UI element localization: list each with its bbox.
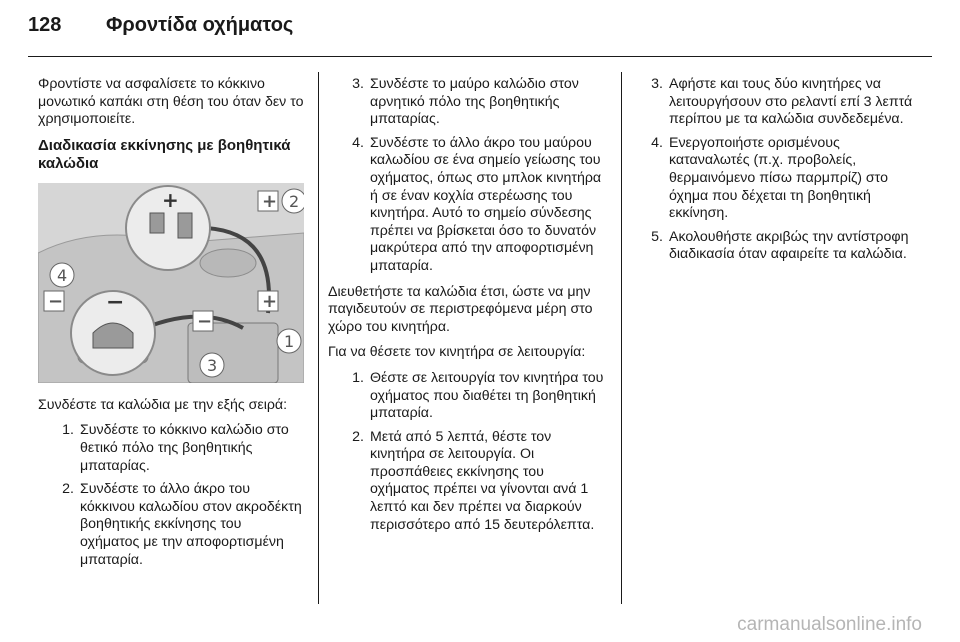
list-item — [328, 76, 606, 129]
label-1: 1 — [284, 331, 295, 351]
column-3 — [637, 76, 915, 272]
step-text: Συνδέστε το μαύρο καλώδιο στον αρνητικό πόλο της βοηθητικής μπαταρίας. — [370, 76, 579, 128]
step-text: Ακολουθήστε ακριβώς την αντίστροφη διαδικασία όταν αφαιρείτε τα καλώδια. — [669, 228, 909, 263]
start-engine-paragraph: Για να θέσετε τον κινητήρα σε λειτουργία: — [328, 344, 586, 361]
finish-steps — [637, 76, 915, 264]
minus-sign-mid: − — [106, 289, 125, 315]
step-text: Συνδέστε το κόκκινο καλώδιο στο θετικό πόλο της βοηθητικής μπαταρίας. — [80, 422, 289, 474]
step-text: Θέστε σε λειτουργία τον κινητήρα του οχήματος που διαθέτει τη βοηθητική μπαταρία. — [370, 369, 604, 422]
column-1 — [38, 76, 304, 577]
minus-box-battery: − — [197, 310, 213, 332]
list-item — [637, 229, 915, 264]
step-number: 4. — [651, 134, 663, 151]
step-number: 1. — [352, 369, 364, 386]
plus-box-top: + — [262, 190, 278, 212]
step-number: 4. — [352, 134, 364, 151]
start-steps — [328, 370, 606, 534]
intro-paragraph: Φροντίστε να ασφαλίσετε το κόκκινο μονωτικό καπάκι στη θέση του όταν δεν το χρησιμοποιείτε. — [38, 76, 304, 128]
connect-instruction: Συνδέστε τα καλώδια με την εξής σειρά: — [38, 396, 288, 413]
step-number: 1. — [62, 422, 74, 439]
column-divider-2 — [621, 72, 622, 604]
page-header — [28, 14, 932, 48]
watermark: carmanualsonline.info — [737, 614, 922, 635]
list-item — [328, 135, 606, 276]
step-number: 3. — [651, 76, 663, 92]
list-item — [38, 481, 304, 569]
connection-steps-1 — [38, 422, 304, 569]
step-text: Μετά από 5 λεπτά, θέστε τον κινητήρα σε λειτουργία. Οι προσπάθειες εκκίνησης του οχήματος πρέπει να γίνονται ανά 1 λεπτό και δεν πρέπει να διαρκούν περισσότερο από 15 δευτερόλεπτα. — [370, 428, 595, 533]
label-2: 2 — [289, 191, 300, 211]
page-title: Φροντίδα οχήματος — [106, 14, 294, 36]
step-text: Συνδέστε το άλλο άκρο του μαύρου καλωδίου σε ένα σημείο γείωσης του οχήματος, όπως στο μπλοκ κινητήρα ή σε έναν κοχλία στερέωσης του κινητήρα. Αυτό το σημείο σύνδεσης πρέπει να βρίσκεται όσο το δυνατόν μακρύτερα από την αποφορτισμένη μπαταρία. — [370, 134, 602, 274]
list-item — [328, 429, 606, 535]
step-number: 3. — [352, 76, 364, 92]
list-item — [328, 370, 606, 423]
cable-routing-paragraph: Διευθετήστε τα καλώδια έτσι, ώστε να μην παγιδευτούν σε περιστρεφόμενα μέρη στο χώρο του κινητήρα. — [328, 283, 593, 335]
step-text: Συνδέστε το άλλο άκρο του κόκκινου καλωδίου στον ακροδέκτη βοηθητικής εκκίνησης του οχήματος με την αποφορτισμένη μπαταρία. — [80, 481, 302, 568]
minus-box-left: − — [48, 290, 64, 312]
plus-box-right: + — [262, 290, 278, 312]
list-item — [38, 422, 304, 475]
list-item — [637, 135, 915, 223]
label-4: 4 — [57, 265, 68, 285]
section-heading: Διαδικασία εκκίνησης με βοηθητικά καλώδια — [38, 136, 291, 172]
engine-bay-drawing — [38, 183, 304, 383]
step-text: Αφήστε και τους δύο κινητήρες να λειτουργήσουν στο ρελαντί επί 3 λεπτά περίπου με τα καλώδια συνδεδεμένα. — [669, 76, 913, 128]
list-item — [637, 76, 915, 129]
step-number: 5. — [651, 228, 663, 245]
label-3: 3 — [207, 355, 218, 375]
step-text: Ενεργοποιήστε ορισμένους καταναλωτές (π.χ. προβολείς, θερμαινόμενο πίσω παρμπρίζ) στο όχημα που δέχεται τη βοηθητική εκκίνηση. — [669, 134, 888, 222]
step-number: 2. — [352, 428, 364, 445]
connection-steps-2 — [328, 76, 606, 276]
column-2 — [328, 76, 606, 542]
plus-sign-top: + — [162, 187, 179, 212]
page-number: 128 — [28, 14, 62, 36]
column-divider-1 — [318, 72, 319, 604]
step-number: 2. — [62, 481, 74, 498]
header-rule — [28, 56, 932, 57]
jump-start-illustration — [38, 183, 304, 383]
